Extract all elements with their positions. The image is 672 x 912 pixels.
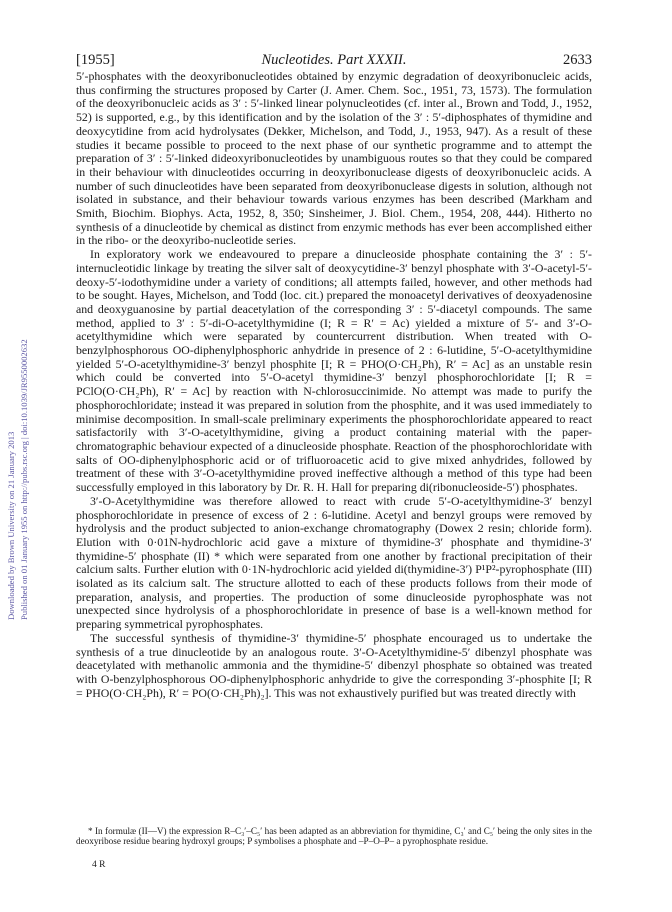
running-header	[76, 52, 592, 70]
download-watermark	[0, 150, 36, 630]
paragraph: The successful synthesis of thymidine-3′ thymidine-5′ phosphate encouraged us to undertake the synthesis of a true dinucleotide by an analogous route. 3′-O-Acetylthymidine-5′ dibenzyl phosphate was deacetylated with methanolic ammonia and the thymidine-5′ dibenzyl phosphate so obtained was treated with O-benzylphosphorous OO-diphenylphosphoric anhydride to give the corresponding 3′-phosphite [I; R = PHO(O·CH₂Ph), R′ = PO(O·CH₂Ph)₂]. This was not exhaustively purified but was treated directly with	[76, 630, 592, 700]
running-title: Nucleotides. Part XXXII.	[261, 52, 407, 68]
paragraph: 3′-O-Acetylthymidine was therefore allowed to react with crude 5′-O-acetylthymidine-3′ benzyl phosphorochloridate in presence of excess of 2 : 6-lutidine. Acetyl and benzyl groups were removed by hydrolysis and the product subjected to anion-exchange chromatography (Dowex 2 resin; chloride form). Elution with 0·01N-hydrochloric acid gave a mixture of thymidine-3′ phosphate and thymidine-3′ thymidine-5′ phosphate (II) * which were separated from one another by fractional precipitation of their calcium salts. Further elution with 0·1N-hydrochloric acid yielded di(thymidine-3′) P¹P²-pyrophosphate (III) isolated as its calcium salt. The structure allotted to each of these products follows from their mode of preparation, analysis, and properties. The production of some dinucleoside pyrophosphate was not unexpected since hydrolysis of a phosphorochloridate in presence of base is a well-known method for preparing symmetrical pyrophosphates.	[76, 493, 592, 632]
signature-mark: 4 R	[92, 860, 106, 870]
page-number: 2633	[563, 52, 592, 68]
download-notice: Downloaded by Brown University on 21 January 2013	[6, 431, 16, 620]
paragraph: In exploratory work we endeavoured to prepare a dinucleoside phosphate containing the 3′ : 5′-internucleotidic linkage by treating the silver salt of deoxycytidine-3′ benzyl phosphate with 3′-O-acetyl-5′-deoxy-5′-iodothymidine under a variety of conditions; all attempts failed, however, and other methods had to be sought. Hayes, Michelson, and Todd (loc. cit.) prepared the monoacetyl derivatives of deoxyadenosine and deoxyguanosine by partial deacetylation of the corresponding 3′ : 5′-diacetyl compounds. The same method, applied to 3′ : 5′-di-O-acetylthymidine (I; R = R′ = Ac) yielded a mixture of 5′- and 3′-O-acetylthymidine which were separated by countercurrent distribution. When treated with O-benzylphosphorous OO-diphenylphosphoric anhydride in presence of 2 : 6-lutidine, 5′-O-acetylthymidine yielded 5′-O-acetylthymidine-3′ benzyl phosphite [I; R = PHO(O·CH₂Ph), R′ = Ac] as an unstable resin which could be converted into 5′-O-acetyl thymidine-3′ benzyl phosphorochloridate [I; R = PClO(O·CH₂Ph), R′ = Ac] by reaction with N-chlorosuccinimide. No attempt was made to purify the phosphorochloridate; instead it was prepared in solution from the phosphite, and it was used immediately to minimise decomposition. In small-scale preliminary experiments the phosphorochloridate appeared to react satisfactorily with 3′-O-acetylthymidine, giving a product containing material with the paper-chromatographic behaviour expected of a dinucleoside phosphate. Reaction of the phosphorochloridate with salts of OO-diphenylphosphoric acid or of trifluoroacetic acid to give mixed anhydrides, followed by treatment of these with 3′-O-acetylthymidine proved ineffective although a method of this type had been successfully employed in this laboratory by Dr. R. H. Hall for preparing di(ribonucleoside-5′) phosphates.	[76, 247, 592, 495]
article-body	[76, 70, 592, 700]
footnote	[76, 826, 592, 846]
paragraph: 5′-phosphates with the deoxyribonucleotides obtained by enzymic degradation of deoxyribonucleic acids, thus confirming the structures proposed by Carter (J. Amer. Chem. Soc., 1951, 73, 1573). The formulation of the deoxyribonucleic acids as 3′ : 5′-linked linear polynucleotides (cf. inter al., Brown and Todd, J., 1952, 52) is supported, e.g., by this identification and by the isolation of the 3′ : 5′-diphosphates of thymidine and deoxycytidine from acid hydrolysates (Dekker, Michelson, and Todd, J., 1953, 947). As a result of these studies it became possible to proceed to the next phase of our synthetic programme and to attempt the preparation of 3′ : 5′-linked dideoxyribonucleotides by unambiguous routes so that they could be compared in their behaviour with dinucleotides occurring in deoxyribonuclease digests of deoxyribonucleic acids. A number of such dinucleotides have been separated from deoxyribonuclease digests in solution, although not isolated in substance, and their behaviour towards various enzymes has been described (Markham and Smith, Biochim. Biophys. Acta, 1952, 8, 350; Sinsheimer, J. Biol. Chem., 1954, 208, 444). Hitherto no synthesis of a dinucleotide by chemical as distinct from enzymic methods has ever been accomplished either in the ribo- or the deoxyribo-nucleotide series.	[76, 69, 592, 248]
year-label: [1955]	[76, 52, 115, 68]
publication-notice: Published on 01 January 1955 on http://pubs.rsc.org | doi:10.1039/JR9550002632	[19, 339, 29, 620]
footnote-text: * In formulæ (II—V) the expression R–C₃′–C₅′ has been adapted as an abbreviation for thymidine, C₃′ and C₅′ being the only sites in the deoxyribose residue bearing hydroxyl groups; P symbolises a phosphate and –P–O–P– a pyrophosphate residue.	[76, 826, 592, 847]
